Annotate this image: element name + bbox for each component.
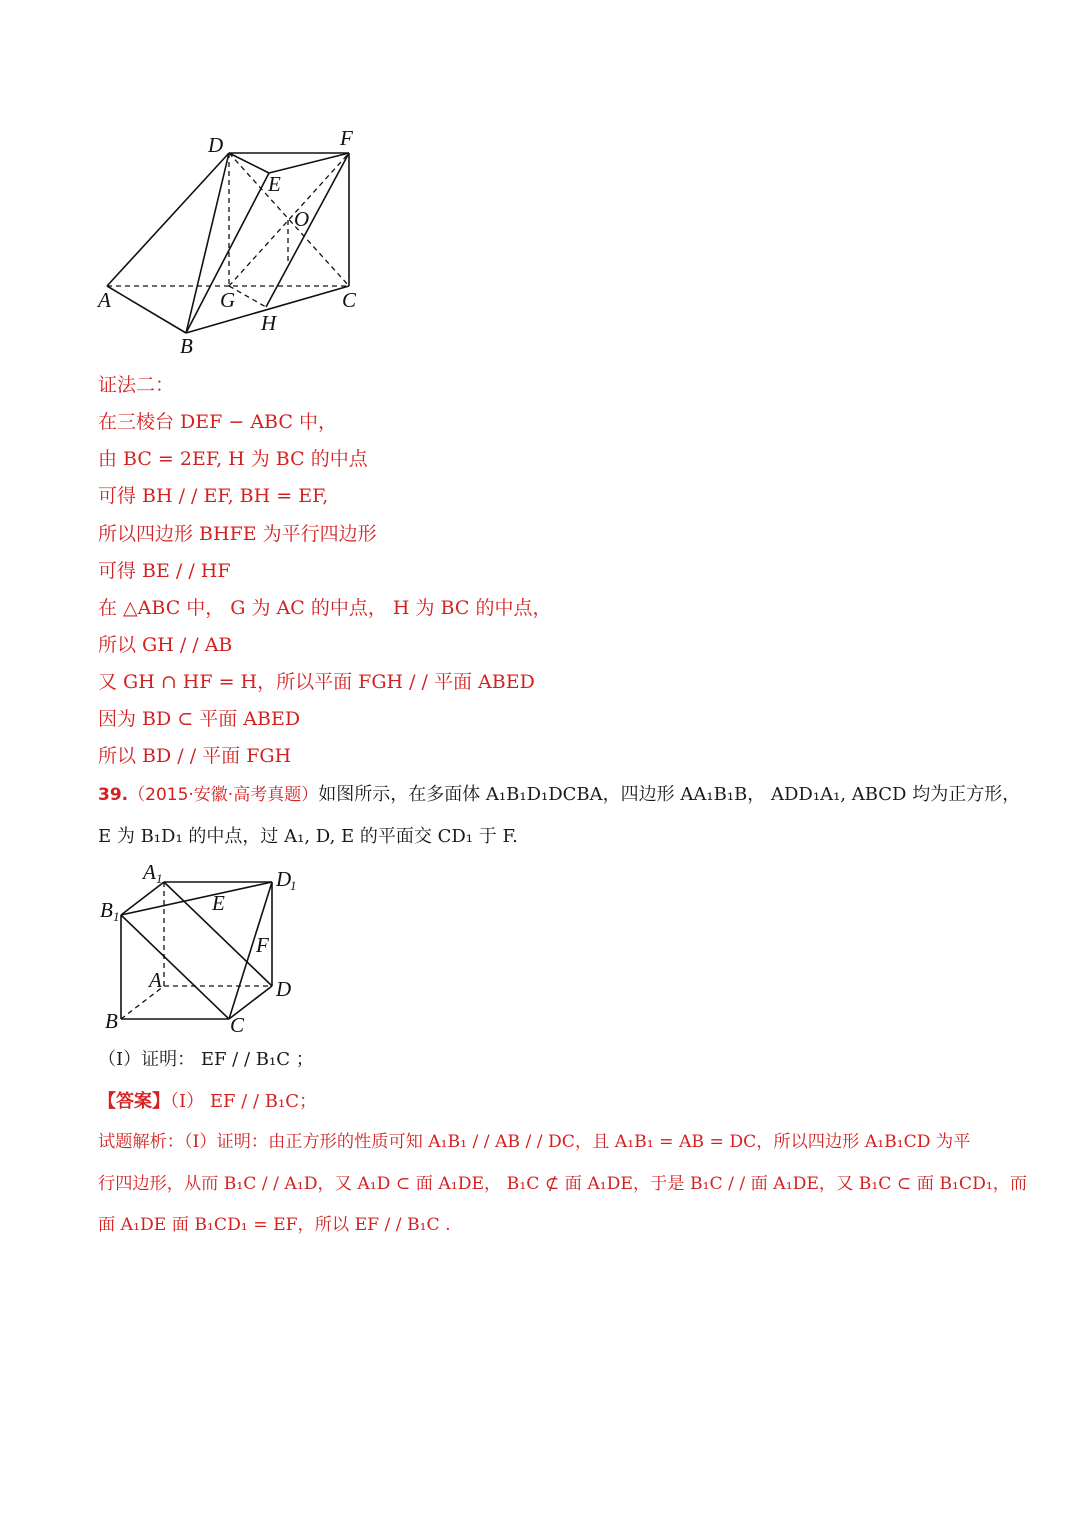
label-A1: A xyxy=(143,860,156,884)
problem39-statement-1 xyxy=(98,783,1020,807)
label-H: H xyxy=(261,311,277,335)
label-A: A xyxy=(149,968,162,992)
label-D: D xyxy=(208,133,224,157)
solution-line-2: 行四边形，从而 B₁C / / A₁D，又 A₁D ⊂ 面 A₁DE， B₁C ⊄ 面 A₁DE，于是 B₁C / / 面 A₁DE，又 B₁C ⊂ 面 B₁CD₁，而 xyxy=(98,1174,1028,1194)
proof2-line-5: 可得 BE / / HF xyxy=(98,560,231,582)
label-B1: B xyxy=(100,898,113,922)
label-O: O xyxy=(294,207,310,231)
frustum-diagram xyxy=(90,125,380,360)
label-A: A xyxy=(98,288,111,312)
label-B1-sub: 1 xyxy=(113,909,120,924)
answer-tag: 【答案】 xyxy=(98,1091,170,1112)
proof2-line-10: 所以 BD / / 平面 FGH xyxy=(98,745,292,767)
proof2-line-3: 可得 BH / / EF, BH = EF, xyxy=(98,485,329,507)
proof2-line-9: 因为 BD ⊂ 平面 ABED xyxy=(98,708,301,730)
label-F: F xyxy=(340,126,353,150)
solution-line-3: 面 A₁DE 面 B₁CD₁ = EF，所以 EF / / B₁C . xyxy=(98,1215,451,1235)
proof2-line-4: 所以四边形 BHFE 为平行四边形 xyxy=(98,523,377,545)
problem39-part1: （Ⅰ）证明： EF / / B₁C ； xyxy=(98,1049,314,1070)
answer-line xyxy=(98,1090,317,1114)
solution-line-1: 试题解析：（Ⅰ）证明：由正方形的性质可知 A₁B₁ / / AB / / DC，且 A₁B₁ = AB = DC，所以四边形 A₁B₁CD 为平 xyxy=(98,1132,971,1152)
label-D: D xyxy=(276,977,292,1001)
proof2-line-2: 由 BC = 2EF, H 为 BC 的中点 xyxy=(98,448,368,470)
proof2-line-6: 在 △ABC 中， G 为 AC 的中点， H 为 BC 的中点， xyxy=(98,597,552,619)
proof2-line-8: 又 GH ∩ HF = H，所以平面 FGH / / 平面 ABED xyxy=(98,671,535,693)
label-F: F xyxy=(256,933,269,957)
problem-source: （2015·安徽·高考真题） xyxy=(128,785,319,805)
problem39-statement-2: E 为 B₁D₁ 的中点，过 A₁, D, E 的平面交 CD₁ 于 F. xyxy=(98,826,518,847)
label-G: G xyxy=(220,288,236,312)
proof2-heading: 证法二： xyxy=(98,374,175,396)
label-B: B xyxy=(105,1009,118,1033)
label-B: B xyxy=(180,334,193,358)
label-D1: D xyxy=(276,867,292,891)
figure-polyhedron xyxy=(96,858,316,1038)
label-E: E xyxy=(268,172,281,196)
label-E: E xyxy=(212,891,225,915)
label-D1-sub: 1 xyxy=(290,878,297,893)
label-C: C xyxy=(342,288,357,312)
problem-number: 39. xyxy=(98,785,129,805)
problem-statement-text-1: 如图所示，在多面体 A₁B₁D₁DCBA，四边形 AA₁B₁B， ADD₁A₁, ABCD 均为正方形， xyxy=(318,784,1021,805)
label-A1-sub: 1 xyxy=(156,871,163,886)
proof2-line-1: 在三棱台 DEF − ABC 中， xyxy=(98,411,337,433)
polyhedron-diagram xyxy=(96,858,316,1038)
answer-text: （Ⅰ） EF / / B₁C； xyxy=(170,1091,317,1112)
label-C: C xyxy=(230,1013,245,1037)
figure-frustum xyxy=(90,125,380,360)
proof2-line-7: 所以 GH / / AB xyxy=(98,634,233,656)
